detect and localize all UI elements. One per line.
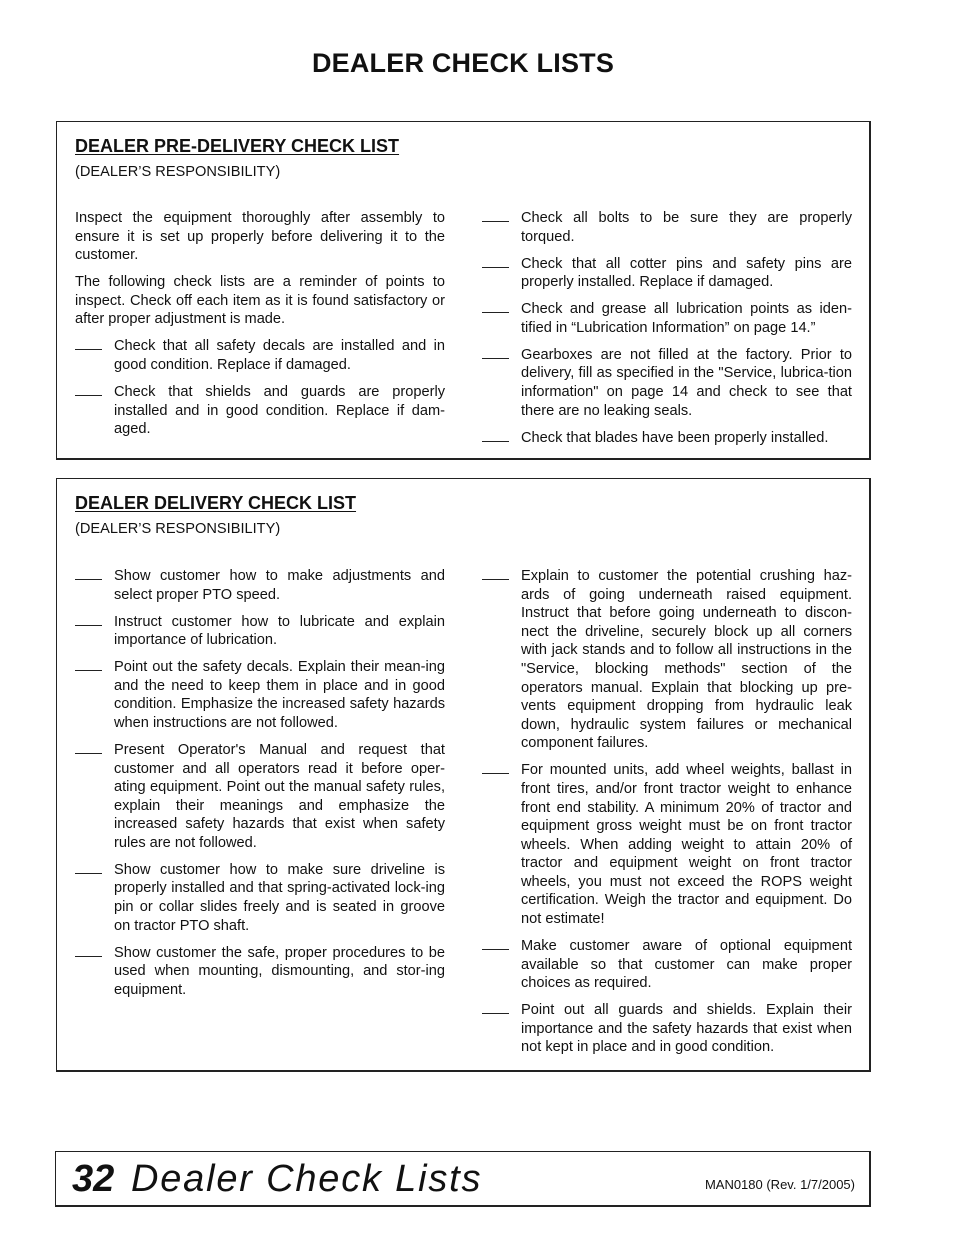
checklist-item <box>75 383 445 439</box>
checklist-item-text: Instruct customer how to lubricate and explain importance of lubrication. <box>114 613 445 649</box>
checklist-item <box>482 300 852 337</box>
page-footer <box>55 1151 871 1207</box>
checklist-item <box>75 861 445 935</box>
checklist-item-text: Check that shields and guards are properly installed and in good condition. Replace if dam-aged. <box>114 383 445 438</box>
checklist-item-text: Check and grease all lubrication points as iden-tified in “Lubrication Information” on page 14.” <box>521 301 852 336</box>
delivery-checklist-box <box>56 478 871 1072</box>
checklist-item <box>482 937 852 993</box>
checklist-item <box>75 658 445 732</box>
checklist-item <box>482 429 852 448</box>
delivery-header <box>75 493 356 537</box>
checkoff-blank[interactable] <box>482 210 509 222</box>
checklist-item-text: Explain to customer the potential crushing haz-ards of going underneath raised equipment. Instruct that before going underneath to discon-nect the driveline, securely block up all corners with jack stands and to follow all instructions in the "Service, blocking methods" section of the operators manual. Explain that blocking up pre-vents equipment dropping from hydraulic leak down, hydraulic system failures or mechanical component failures. <box>521 568 852 752</box>
predelivery-title: DEALER PRE-DELIVERY CHECK LIST <box>75 136 400 156</box>
checklist-item-text: Show customer the safe, proper procedures to be used when mounting, dismounting, and stor-ing equipment. <box>114 944 445 998</box>
checkoff-blank[interactable] <box>482 1002 509 1014</box>
checklist-item-text: Show customer how to make adjustments and select proper PTO speed. <box>114 568 445 603</box>
checkoff-blank[interactable] <box>482 256 509 268</box>
checklist-item <box>75 567 445 604</box>
checkoff-blank[interactable] <box>482 347 509 359</box>
checkoff-blank[interactable] <box>75 659 102 671</box>
checkoff-blank[interactable] <box>482 301 509 313</box>
predelivery-checklist-box <box>56 121 871 460</box>
checkoff-blank[interactable] <box>75 862 102 874</box>
checklist-item <box>482 761 852 928</box>
predelivery-header <box>75 136 399 180</box>
checklist-item <box>75 944 445 1000</box>
checkoff-blank[interactable] <box>75 614 102 626</box>
checkoff-blank[interactable] <box>75 742 102 754</box>
checklist-item <box>75 741 445 853</box>
predelivery-left-column <box>75 209 445 447</box>
intro-paragraph: Inspect the equipment thoroughly after assembly to ensure it is set up properly before delivering it to the customer. <box>75 210 445 264</box>
checklist-item-text: Check that all safety decals are installed and in good condition. Replace if damaged. <box>114 338 445 373</box>
delivery-subtitle: (DEALER’S RESPONSIBILITY) <box>75 521 281 537</box>
page-number: 32 <box>72 1158 115 1200</box>
footer-section-title: Dealer Check Lists <box>131 1158 483 1200</box>
checklist-item <box>75 613 445 650</box>
delivery-title: DEALER DELIVERY CHECK LIST <box>75 493 357 513</box>
checklist-item-text: Check that blades have been properly installed. <box>521 429 829 446</box>
checkoff-blank[interactable] <box>75 568 102 580</box>
instructions-paragraph: The following check lists are a reminder of points to inspect. Check off each item as it is found satisfactory or after proper adjustment is made. <box>75 274 445 328</box>
checkoff-blank[interactable] <box>482 568 509 580</box>
checkoff-blank[interactable] <box>482 938 509 950</box>
checklist-item-text: Present Operator's Manual and request that customer and all operators read it before oper-ating equipment. Point out the manual safety rules, explain their meanings and emphasize the increased safety hazards that exist when safety rules are not followed. <box>114 741 445 851</box>
checklist-item-text: Gearboxes are not filled at the factory. Prior to delivery, fill as specified in the "Service, lubrica-tion information" on page 14 and check to see that there are no leaking seals. <box>521 346 852 419</box>
checkoff-blank[interactable] <box>482 762 509 774</box>
checklist-item-text: Point out the safety decals. Explain their mean-ing and the need to keep them in place and in good condition. Emphasize the increased safety hazards when instructions are not followed. <box>114 659 445 731</box>
predelivery-subtitle: (DEALER’S RESPONSIBILITY) <box>75 164 281 180</box>
checklist-item-text: Show customer how to make sure driveline is properly installed and that spring-activated lock-ing pin or collar slides freely and is seated in groove on tractor PTO shaft. <box>114 861 445 934</box>
predelivery-right-column <box>482 209 852 455</box>
delivery-right-column <box>482 567 852 1065</box>
document-id: MAN0180 (Rev. 1/7/2005) <box>704 1177 855 1192</box>
checklist-item-text: Check all bolts to be sure they are properly torqued. <box>521 210 852 245</box>
checklist-item-text: Point out all guards and shields. Explain their importance and the safety hazards that exist when not kept in place and in good condition. <box>521 1002 852 1056</box>
checklist-item <box>482 255 852 292</box>
checklist-item-text: Check that all cotter pins and safety pins are properly installed. Replace if damaged. <box>521 255 852 291</box>
checklist-item <box>75 337 445 374</box>
checklist-item-text: For mounted units, add wheel weights, ballast in front tires, and/or front tractor weight to enhance front end stability. A minimum 20% of tractor and equipment gross weight must be on front tractor wheels. When adding weight to attain 20% of tractor and equipment weight on front tractor wheels, you must not exceed the ROPS weight certification. Weigh the tractor and equipment. Do not estimate! <box>521 762 852 928</box>
checklist-item <box>482 567 852 753</box>
page-title: DEALER CHECK LISTS <box>311 48 615 78</box>
checkoff-blank[interactable] <box>75 338 102 350</box>
checkoff-blank[interactable] <box>75 945 102 957</box>
checklist-item-text: Make customer aware of optional equipment available so that customer can make proper choices as required. <box>521 938 852 992</box>
checkoff-blank[interactable] <box>75 384 102 396</box>
delivery-left-column <box>75 567 445 1008</box>
checklist-item <box>482 1001 852 1057</box>
checklist-item <box>482 209 852 246</box>
checklist-item <box>482 346 852 420</box>
checkoff-blank[interactable] <box>482 430 509 442</box>
